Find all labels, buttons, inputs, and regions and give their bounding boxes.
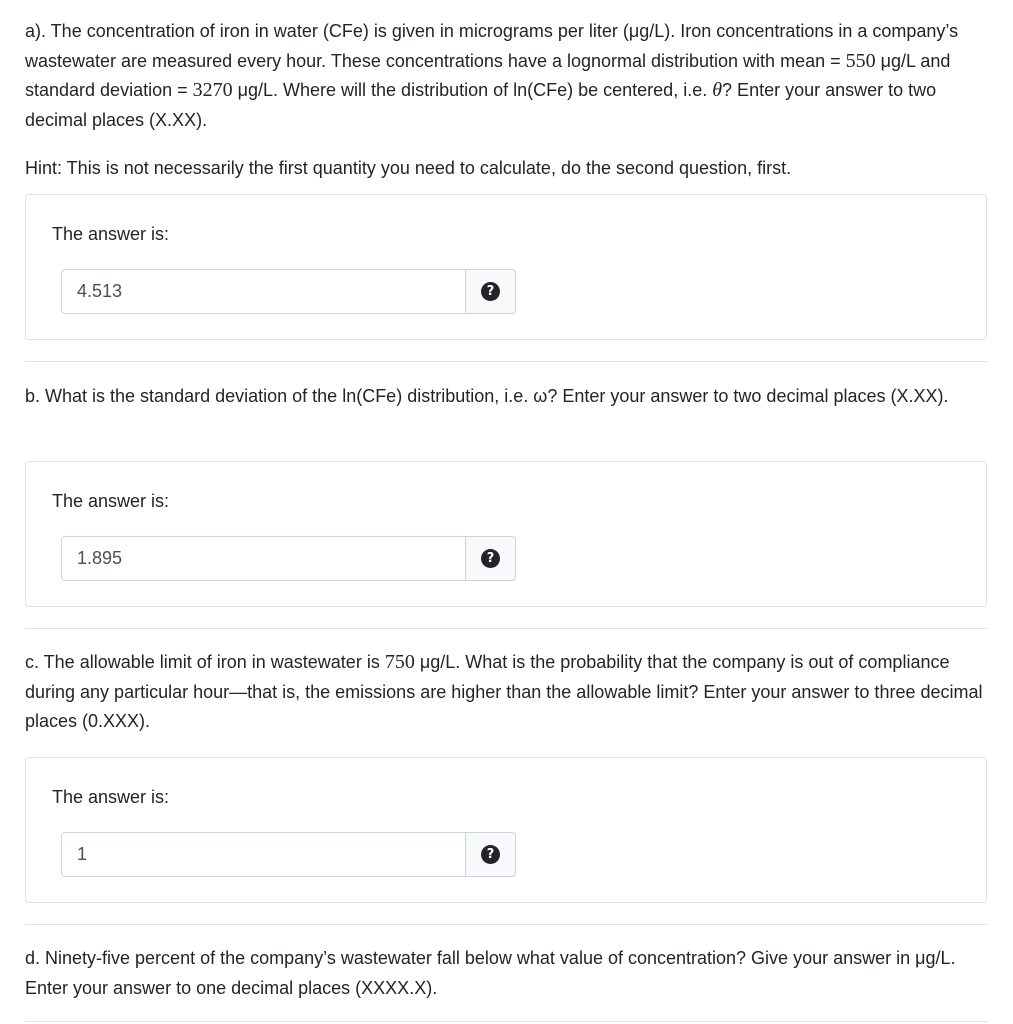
question-b-text: b. What is the standard deviation of the ln(CFe) distribution, i.e. ω? Enter your answer to two decimal places (X.XX). — [25, 386, 949, 406]
question-c — [25, 648, 987, 737]
question-d — [25, 944, 987, 1003]
omega-symbol: ω — [533, 386, 548, 406]
answer-label-a: The answer is: — [52, 224, 170, 244]
answer-input-group-a — [61, 269, 516, 314]
answer-label-b: The answer is: — [52, 491, 170, 511]
answer-input-c[interactable] — [61, 832, 466, 877]
question-b — [25, 382, 987, 412]
help-button-c[interactable] — [465, 832, 516, 877]
help-button-a[interactable] — [465, 269, 516, 314]
answer-input-group-c — [61, 832, 516, 877]
answer-input-b[interactable] — [61, 536, 466, 581]
answer-input-group-b — [61, 536, 516, 581]
answer-card-c — [25, 757, 987, 903]
limit-value: 750 — [384, 651, 415, 673]
mean-value: 550 — [845, 49, 876, 72]
question-a-text: a). The concentration of iron in water (CFe) is given in micrograms per liter (μg/L). Iron concentrations in a company’s wastewater are measured every hour. These concentrations have a lognormal distribution with mean = 550 μg/L and standard deviation = 3270 μg/L. Where will the distribution of ln(CFe) be centered, i.e. θ? Enter your answer to two decimal places (X.XX). — [25, 21, 959, 130]
divider — [25, 361, 987, 362]
theta-symbol: θ — [712, 79, 723, 101]
help-button-b[interactable] — [465, 536, 516, 581]
divider — [25, 1021, 987, 1022]
question-a-hint: Hint: This is not necessarily the first quantity you need to calculate, do the second question, first. — [25, 158, 792, 178]
divider — [25, 924, 987, 925]
answer-card-a — [25, 194, 987, 340]
answer-label-c: The answer is: — [52, 787, 170, 807]
question-mark-icon: ? — [481, 549, 500, 568]
answer-card-b — [25, 461, 987, 607]
sd-value: 3270 — [192, 79, 233, 101]
answer-input-a[interactable] — [61, 269, 466, 314]
question-mark-icon: ? — [481, 282, 500, 301]
question-c-text: c. The allowable limit of iron in wastewater is 750 μg/L. What is the probability that the company is out of compliance during any particular hour—that is, the emissions are higher than the allowable limit? Enter your answer to three decimal places (0.XXX). — [25, 651, 983, 731]
question-a — [25, 17, 987, 184]
divider — [25, 628, 987, 629]
question-d-text: d. Ninety-five percent of the company’s wastewater fall below what value of concentration? Give your answer in μg/L. Enter your answer to one decimal places (XXXX.X). — [25, 948, 956, 998]
question-mark-icon: ? — [481, 845, 500, 864]
